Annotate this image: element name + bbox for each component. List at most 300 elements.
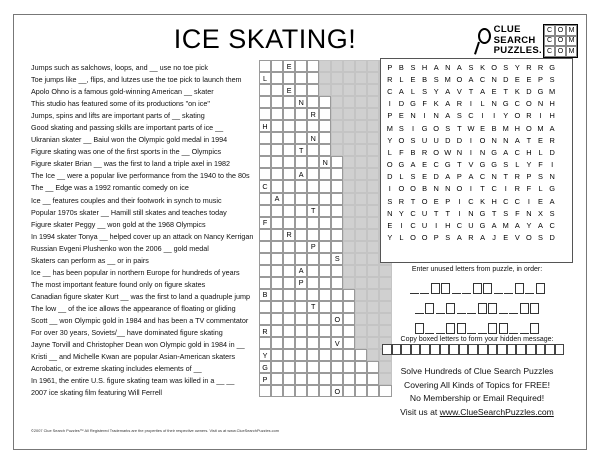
crossword-cell[interactable]: [259, 205, 271, 217]
crossword-grid[interactable]: [259, 60, 392, 397]
answer-blank[interactable]: [462, 293, 471, 294]
crossword-cell[interactable]: [283, 313, 295, 325]
wordsearch-letter[interactable]: O: [398, 184, 405, 194]
crossword-cell[interactable]: [283, 301, 295, 313]
wordsearch-letter[interactable]: I: [481, 111, 484, 121]
wordsearch-letter[interactable]: I: [423, 111, 426, 121]
wordsearch-letter[interactable]: D: [503, 74, 509, 84]
wordsearch-letter[interactable]: I: [411, 123, 415, 133]
crossword-cell[interactable]: [319, 277, 331, 289]
answer-blank[interactable]: [504, 293, 513, 294]
crossword-cell[interactable]: [307, 168, 319, 180]
wordsearch-letter[interactable]: L: [538, 147, 543, 157]
crossword-cell[interactable]: [283, 325, 295, 337]
hidden-message-boxes[interactable]: [382, 344, 564, 355]
wordsearch-letter[interactable]: P: [456, 172, 462, 182]
message-box[interactable]: [449, 344, 459, 355]
wordsearch-letter[interactable]: H: [514, 123, 520, 133]
answer-blank[interactable]: [436, 333, 445, 334]
crossword-cell[interactable]: [283, 180, 295, 192]
wordsearch-letter[interactable]: O: [526, 99, 532, 109]
crossword-cell[interactable]: [271, 96, 283, 108]
wordsearch-letter[interactable]: D: [445, 135, 451, 145]
wordsearch-letter[interactable]: O: [386, 160, 393, 170]
answer-box[interactable]: [446, 303, 455, 314]
wordsearch-letter[interactable]: E: [398, 111, 404, 121]
wordsearch-letter[interactable]: S: [468, 62, 474, 72]
crossword-cell[interactable]: E: [283, 84, 295, 96]
crossword-cell[interactable]: [283, 265, 295, 277]
crossword-cell[interactable]: [283, 385, 295, 397]
wordsearch-letter[interactable]: O: [456, 184, 463, 194]
wordsearch-letter[interactable]: U: [421, 208, 428, 218]
crossword-cell[interactable]: [307, 193, 319, 205]
crossword-cell[interactable]: [307, 313, 319, 325]
crossword-cell[interactable]: [283, 120, 295, 132]
crossword-cell[interactable]: L: [259, 72, 271, 84]
crossword-cell[interactable]: [259, 337, 271, 349]
wordsearch-letter[interactable]: A: [445, 111, 451, 121]
crossword-cell[interactable]: [307, 229, 319, 241]
crossword-cell[interactable]: [307, 72, 319, 84]
wordsearch-letter[interactable]: E: [503, 233, 509, 243]
wordsearch-letter[interactable]: D: [433, 172, 439, 182]
wordsearch-grid[interactable]: [384, 61, 558, 244]
wordsearch-letter[interactable]: S: [445, 233, 451, 243]
answer-box[interactable]: [431, 283, 440, 294]
wordsearch-letter[interactable]: D: [549, 233, 555, 243]
wordsearch-letter[interactable]: S: [549, 208, 555, 218]
wordsearch-letter[interactable]: O: [433, 147, 440, 157]
message-box[interactable]: [420, 344, 430, 355]
crossword-cell[interactable]: [319, 301, 331, 313]
wordsearch-letter[interactable]: C: [387, 86, 393, 96]
wordsearch-letter[interactable]: T: [410, 196, 416, 206]
answer-blank[interactable]: [415, 313, 424, 314]
crossword-cell[interactable]: [319, 108, 331, 120]
wordsearch-letter[interactable]: E: [514, 74, 520, 84]
wordsearch-letter[interactable]: H: [445, 221, 451, 231]
answer-box[interactable]: [499, 323, 508, 334]
crossword-cell[interactable]: [271, 361, 283, 373]
crossword-cell[interactable]: [307, 217, 319, 229]
crossword-cell[interactable]: [295, 72, 307, 84]
wordsearch-letter[interactable]: S: [410, 172, 416, 182]
answer-blank[interactable]: [499, 313, 508, 314]
wordsearch-letter[interactable]: I: [493, 111, 496, 121]
answer-blank[interactable]: [420, 293, 429, 294]
wordsearch-letter[interactable]: S: [503, 208, 509, 218]
crossword-cell[interactable]: [295, 313, 307, 325]
crossword-cell[interactable]: N: [319, 156, 331, 168]
wordsearch-letter[interactable]: E: [433, 196, 439, 206]
crossword-cell[interactable]: T: [307, 301, 319, 313]
crossword-cell[interactable]: [271, 72, 283, 84]
wordsearch-letter[interactable]: I: [458, 196, 461, 206]
message-box[interactable]: [478, 344, 488, 355]
answer-blank[interactable]: [457, 313, 466, 314]
wordsearch-letter[interactable]: B: [410, 147, 416, 157]
crossword-cell[interactable]: [283, 144, 295, 156]
crossword-cell[interactable]: [307, 180, 319, 192]
crossword-cell[interactable]: [319, 385, 331, 397]
answer-box[interactable]: [483, 283, 492, 294]
wordsearch-letter[interactable]: F: [422, 99, 427, 109]
answer-box[interactable]: [515, 283, 524, 294]
crossword-cell[interactable]: [319, 205, 331, 217]
crossword-cell[interactable]: [271, 217, 283, 229]
crossword-cell[interactable]: [259, 60, 271, 72]
wordsearch-letter[interactable]: R: [514, 172, 520, 182]
crossword-cell[interactable]: T: [295, 144, 307, 156]
wordsearch-letter[interactable]: A: [445, 172, 451, 182]
crossword-cell[interactable]: [271, 229, 283, 241]
wordsearch-letter[interactable]: O: [491, 62, 498, 72]
wordsearch-letter[interactable]: N: [549, 172, 555, 182]
wordsearch-letter[interactable]: T: [480, 184, 485, 194]
message-box[interactable]: [555, 344, 565, 355]
crossword-cell[interactable]: [307, 156, 319, 168]
wordsearch-letter[interactable]: N: [491, 135, 497, 145]
crossword-cell[interactable]: [271, 289, 283, 301]
wordsearch-letter[interactable]: G: [444, 160, 451, 170]
crossword-cell[interactable]: [283, 132, 295, 144]
crossword-cell[interactable]: [343, 385, 355, 397]
crossword-cell[interactable]: [295, 180, 307, 192]
wordsearch-letter[interactable]: O: [398, 135, 405, 145]
wordsearch-letter[interactable]: L: [399, 233, 404, 243]
crossword-cell[interactable]: N: [295, 96, 307, 108]
crossword-cell[interactable]: [259, 156, 271, 168]
crossword-cell[interactable]: [295, 60, 307, 72]
wordsearch-letter[interactable]: I: [469, 184, 472, 194]
answer-blank[interactable]: [436, 313, 445, 314]
crossword-cell[interactable]: [319, 313, 331, 325]
crossword-cell[interactable]: [295, 132, 307, 144]
crossword-cell[interactable]: [319, 193, 331, 205]
wordsearch-letter[interactable]: Y: [503, 111, 509, 121]
wordsearch-letter[interactable]: N: [410, 111, 416, 121]
wordsearch-letter[interactable]: A: [514, 135, 520, 145]
crossword-cell[interactable]: [307, 277, 319, 289]
crossword-cell[interactable]: A: [295, 168, 307, 180]
answer-blank[interactable]: [509, 333, 518, 334]
crossword-cell[interactable]: [307, 84, 319, 96]
wordsearch-letter[interactable]: A: [398, 86, 404, 96]
crossword-cell[interactable]: [331, 193, 343, 205]
answer-blank[interactable]: [467, 313, 476, 314]
wordsearch-letter[interactable]: D: [387, 172, 393, 182]
crossword-cell[interactable]: [319, 361, 331, 373]
wordsearch-letter[interactable]: G: [549, 184, 555, 194]
wordsearch-letter[interactable]: L: [399, 172, 404, 182]
wordsearch-letter[interactable]: S: [456, 111, 462, 121]
crossword-cell[interactable]: P: [295, 277, 307, 289]
wordsearch-letter[interactable]: G: [549, 62, 555, 72]
wordsearch-letter[interactable]: O: [526, 123, 532, 133]
crossword-cell[interactable]: [343, 337, 355, 349]
wordsearch-letter[interactable]: R: [537, 62, 544, 72]
wordsearch-letter[interactable]: C: [514, 99, 520, 109]
crossword-cell[interactable]: [271, 205, 283, 217]
crossword-cell[interactable]: [259, 277, 271, 289]
crossword-cell[interactable]: [331, 241, 343, 253]
crossword-cell[interactable]: P: [259, 373, 271, 385]
crossword-cell[interactable]: [319, 168, 331, 180]
crossword-cell[interactable]: [271, 253, 283, 265]
wordsearch-letter[interactable]: S: [503, 62, 509, 72]
wordsearch-letter[interactable]: L: [410, 86, 416, 96]
crossword-cell[interactable]: [331, 205, 343, 217]
wordsearch-letter[interactable]: R: [526, 62, 532, 72]
crossword-cell[interactable]: [319, 253, 331, 265]
wordsearch-letter[interactable]: R: [421, 147, 428, 157]
crossword-cell[interactable]: [355, 373, 367, 385]
wordsearch-letter[interactable]: N: [456, 147, 463, 157]
wordsearch-letter[interactable]: N: [433, 111, 439, 121]
wordsearch-letter[interactable]: S: [422, 86, 428, 96]
crossword-cell[interactable]: [319, 373, 331, 385]
crossword-cell[interactable]: [343, 361, 355, 373]
crossword-cell[interactable]: [283, 349, 295, 361]
wordsearch-letter[interactable]: R: [398, 196, 405, 206]
wordsearch-letter[interactable]: A: [445, 86, 451, 96]
wordsearch-letter[interactable]: C: [549, 221, 555, 231]
crossword-cell[interactable]: [331, 277, 343, 289]
crossword-cell[interactable]: [295, 361, 307, 373]
answer-box[interactable]: [530, 323, 539, 334]
wordsearch-letter[interactable]: G: [491, 160, 498, 170]
wordsearch-letter[interactable]: B: [398, 62, 404, 72]
crossword-cell[interactable]: [295, 108, 307, 120]
crossword-cell[interactable]: [319, 265, 331, 277]
wordsearch-letter[interactable]: I: [551, 160, 554, 170]
wordsearch-letter[interactable]: L: [480, 99, 485, 109]
crossword-cell[interactable]: [271, 168, 283, 180]
wordsearch-letter[interactable]: D: [398, 99, 405, 109]
wordsearch-letter[interactable]: N: [445, 184, 451, 194]
crossword-cell[interactable]: [259, 144, 271, 156]
wordsearch-letter[interactable]: C: [456, 221, 463, 231]
crossword-cell[interactable]: [295, 301, 307, 313]
message-box[interactable]: [430, 344, 440, 355]
crossword-cell[interactable]: [319, 96, 331, 108]
crossword-cell[interactable]: [283, 108, 295, 120]
crossword-cell[interactable]: [343, 349, 355, 361]
wordsearch-letter[interactable]: T: [503, 172, 508, 182]
crossword-cell[interactable]: [307, 60, 319, 72]
crossword-cell[interactable]: [271, 385, 283, 397]
wordsearch-letter[interactable]: K: [514, 86, 520, 96]
wordsearch-letter[interactable]: T: [433, 208, 439, 218]
wordsearch-letter[interactable]: N: [491, 172, 497, 182]
crossword-cell[interactable]: [295, 253, 307, 265]
answer-blank[interactable]: [494, 293, 503, 294]
wordsearch-letter[interactable]: A: [410, 160, 416, 170]
crossword-cell[interactable]: [319, 229, 331, 241]
crossword-cell[interactable]: [295, 241, 307, 253]
crossword-cell[interactable]: [259, 132, 271, 144]
wordsearch-letter[interactable]: P: [433, 233, 439, 243]
crossword-cell[interactable]: [259, 96, 271, 108]
crossword-cell[interactable]: [259, 229, 271, 241]
wordsearch-letter[interactable]: S: [538, 233, 543, 243]
wordsearch-letter[interactable]: I: [469, 147, 472, 157]
crossword-cell[interactable]: [271, 108, 283, 120]
wordsearch-letter[interactable]: A: [538, 221, 543, 231]
wordsearch-letter[interactable]: M: [502, 221, 509, 231]
crossword-cell[interactable]: [271, 84, 283, 96]
wordsearch-letter[interactable]: J: [492, 233, 496, 243]
wordsearch-letter[interactable]: A: [480, 233, 486, 243]
crossword-cell[interactable]: [271, 156, 283, 168]
wordsearch-letter[interactable]: A: [456, 62, 462, 72]
crossword-cell[interactable]: [307, 265, 319, 277]
answer-blank[interactable]: [478, 333, 487, 334]
crossword-cell[interactable]: N: [307, 132, 319, 144]
wordsearch-letter[interactable]: V: [468, 160, 474, 170]
crossword-cell[interactable]: [259, 108, 271, 120]
wordsearch-letter[interactable]: O: [433, 123, 440, 133]
wordsearch-letter[interactable]: K: [433, 99, 439, 109]
crossword-cell[interactable]: [307, 289, 319, 301]
wordsearch-letter[interactable]: O: [410, 233, 416, 243]
wordsearch-letter[interactable]: P: [387, 62, 393, 72]
wordsearch-letter[interactable]: U: [421, 221, 428, 231]
message-box[interactable]: [382, 344, 392, 355]
wordsearch-letter[interactable]: I: [469, 99, 472, 109]
crossword-cell[interactable]: [271, 60, 283, 72]
wordsearch-letter[interactable]: I: [469, 135, 472, 145]
wordsearch-letter[interactable]: G: [398, 160, 405, 170]
crossword-cell[interactable]: [319, 349, 331, 361]
crossword-cell[interactable]: [343, 313, 355, 325]
wordsearch-letter[interactable]: O: [421, 233, 428, 243]
wordsearch-letter[interactable]: I: [388, 184, 391, 194]
crossword-cell[interactable]: [259, 385, 271, 397]
wordsearch-letter[interactable]: G: [410, 99, 416, 109]
crossword-cell[interactable]: S: [331, 253, 343, 265]
answer-box[interactable]: [441, 283, 450, 294]
wordsearch-letter[interactable]: A: [433, 62, 439, 72]
crossword-cell[interactable]: [259, 253, 271, 265]
message-box[interactable]: [497, 344, 507, 355]
crossword-cell[interactable]: [271, 132, 283, 144]
answer-blank[interactable]: [452, 293, 461, 294]
crossword-cell[interactable]: [271, 337, 283, 349]
wordsearch-letter[interactable]: N: [537, 99, 544, 109]
crossword-cell[interactable]: [283, 337, 295, 349]
wordsearch-letter[interactable]: L: [538, 184, 543, 194]
crossword-cell[interactable]: [283, 253, 295, 265]
wordsearch-letter[interactable]: E: [422, 172, 428, 182]
wordsearch-letter[interactable]: U: [421, 135, 428, 145]
crossword-cell[interactable]: [331, 361, 343, 373]
crossword-cell[interactable]: [319, 132, 331, 144]
crossword-cell[interactable]: [259, 313, 271, 325]
crossword-cell[interactable]: [307, 349, 319, 361]
wordsearch-letter[interactable]: G: [479, 160, 486, 170]
wordsearch-letter[interactable]: M: [386, 123, 393, 133]
wordsearch-letter[interactable]: N: [479, 147, 486, 157]
wordsearch-letter[interactable]: Y: [387, 233, 393, 243]
answer-box[interactable]: [446, 323, 455, 334]
crossword-cell[interactable]: E: [283, 60, 295, 72]
crossword-cell[interactable]: [331, 349, 343, 361]
wordsearch-letter[interactable]: O: [421, 196, 428, 206]
wordsearch-letter[interactable]: C: [479, 172, 486, 182]
crossword-cell[interactable]: [271, 325, 283, 337]
crossword-cell[interactable]: [307, 144, 319, 156]
wordsearch-letter[interactable]: R: [456, 99, 463, 109]
wordsearch-letter[interactable]: Y: [514, 62, 520, 72]
wordsearch-letter[interactable]: P: [526, 172, 532, 182]
crossword-cell[interactable]: [259, 265, 271, 277]
crossword-cell[interactable]: [271, 241, 283, 253]
crossword-cell[interactable]: [259, 168, 271, 180]
message-box[interactable]: [507, 344, 517, 355]
wordsearch-letter[interactable]: O: [479, 135, 486, 145]
crossword-cell[interactable]: T: [307, 205, 319, 217]
wordsearch-letter[interactable]: W: [444, 147, 452, 157]
wordsearch-letter[interactable]: X: [538, 208, 543, 218]
wordsearch-letter[interactable]: L: [399, 74, 404, 84]
wordsearch-letter[interactable]: N: [491, 74, 497, 84]
crossword-cell[interactable]: [319, 217, 331, 229]
wordsearch-letter[interactable]: E: [422, 160, 428, 170]
crossword-cell[interactable]: [307, 373, 319, 385]
wordsearch-letter[interactable]: C: [468, 196, 474, 206]
wordsearch-letter[interactable]: Y: [387, 135, 393, 145]
wordsearch-letter[interactable]: O: [410, 184, 416, 194]
crossword-cell[interactable]: [283, 289, 295, 301]
crossword-cell[interactable]: [307, 385, 319, 397]
wordsearch-letter[interactable]: O: [526, 233, 532, 243]
wordsearch-letter[interactable]: G: [491, 147, 498, 157]
wordsearch-letter[interactable]: E: [538, 196, 543, 206]
message-box[interactable]: [526, 344, 536, 355]
wordsearch-letter[interactable]: H: [421, 62, 428, 72]
wordsearch-letter[interactable]: P: [538, 74, 543, 84]
answer-box[interactable]: [536, 283, 545, 294]
wordsearch-letter[interactable]: L: [387, 147, 392, 157]
crossword-cell[interactable]: [307, 253, 319, 265]
crossword-cell[interactable]: [283, 156, 295, 168]
wordsearch-letter[interactable]: C: [410, 221, 416, 231]
crossword-cell[interactable]: R: [259, 325, 271, 337]
wordsearch-letter[interactable]: I: [388, 99, 391, 109]
crossword-cell[interactable]: G: [259, 361, 271, 373]
crossword-cell[interactable]: [295, 337, 307, 349]
wordsearch-letter[interactable]: R: [549, 135, 555, 145]
wordsearch-letter[interactable]: T: [526, 135, 532, 145]
crossword-cell[interactable]: [307, 96, 319, 108]
crossword-cell[interactable]: [295, 349, 307, 361]
wordsearch-letter[interactable]: G: [502, 99, 509, 109]
crossword-cell[interactable]: R: [307, 108, 319, 120]
answer-box[interactable]: [425, 303, 434, 314]
wordsearch-letter[interactable]: O: [514, 111, 521, 121]
crossword-cell[interactable]: [331, 168, 343, 180]
crossword-cell[interactable]: [295, 84, 307, 96]
crossword-cell[interactable]: [283, 72, 295, 84]
crossword-cell[interactable]: [271, 277, 283, 289]
wordsearch-letter[interactable]: A: [468, 74, 474, 84]
wordsearch-letter[interactable]: B: [422, 74, 428, 84]
crossword-cell[interactable]: [331, 156, 343, 168]
wordsearch-letter[interactable]: A: [480, 86, 486, 96]
crossword-cell[interactable]: A: [295, 265, 307, 277]
